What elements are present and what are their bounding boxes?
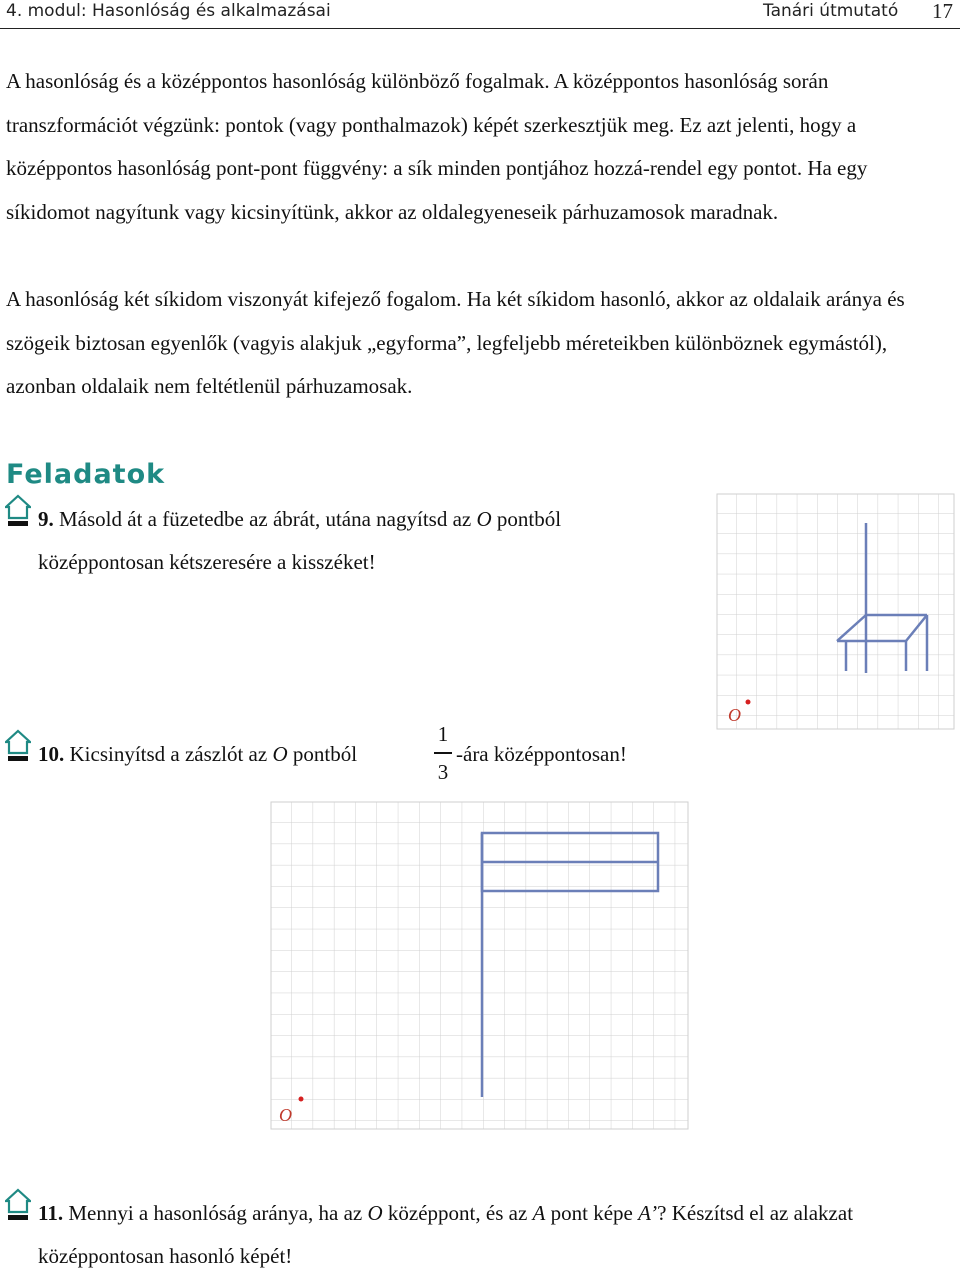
fraction-bar (434, 752, 452, 754)
fraction-numerator: 1 (437, 722, 449, 746)
guide-label: Tanári útmutató (763, 1, 899, 21)
point-label: O (272, 742, 288, 766)
house-icon (5, 1188, 31, 1222)
task-text: pontból (292, 742, 358, 766)
task-text: -ára középpontosan! (456, 742, 627, 766)
center-point (299, 1097, 304, 1102)
task-number: 9 (38, 507, 49, 531)
point-label: O (367, 1201, 383, 1225)
task-11: 11. Mennyi a hasonlóság aránya, ha az O középpont, és az A pont képe A’? Készítsd el az alakzat középpontosan hasonló képét! (38, 1201, 854, 1268)
center-label: O (279, 1105, 292, 1125)
task-number: 11 (38, 1201, 58, 1225)
intro-paragraph-1: A hasonlóság és a középpontos hasonlóság különböző fogalmak. A középpontos hasonlóság során transzformációt végzünk: pontok (vagy ponthalmazok) képét szerkesztjük meg. Ez azt jelenti, hogy a középpontos hasonlóság pont-pont függvény: a sík minden pontjához hozzá-rendel egy pontot. Ha egy síkidomot nagyítunk vagy kicsinyítünk, akkor az oldalegyeneseik párhuzamosok maradnak. (6, 69, 868, 224)
page-header (0, 0, 960, 29)
page-number: 17 (932, 0, 953, 23)
point-label: A’ (638, 1201, 658, 1225)
module-title: 4. modul: Hasonlóság és alkalmazásai (6, 1, 331, 21)
house-icon (5, 729, 31, 763)
task-10: 10. Kicsinyítsd a zászlót az O pontból (38, 742, 358, 766)
task-text: középpont, és az (387, 1201, 528, 1225)
chair-figure (716, 493, 956, 731)
point-label: O (476, 507, 492, 531)
task-text: pont képe (550, 1201, 633, 1225)
flag-figure (270, 801, 690, 1131)
point-label: A (532, 1201, 546, 1225)
house-icon (5, 494, 31, 528)
center-point (746, 700, 751, 705)
intro-paragraph-2: A hasonlóság két síkidom viszonyát kifejező fogalom. Ha két síkidom hasonló, akkor az oldalaik aránya és szögeik biztosan egyenlők (vagyis alakjuk „egyforma”, legfeljebb méreteikben különböznek egymástól), azonban oldalaik nem feltétlenül párhuzamosak. (6, 287, 905, 398)
task-text: Kicsinyítsd a zászlót az (69, 742, 268, 766)
task-text: pontból középpontosan kétszeresére a kisszéket! (38, 507, 562, 574)
task-number: 10 (38, 742, 59, 766)
task-text: ? Készítsd el az alakzat középpontosan hasonló képét! (38, 1201, 854, 1268)
fraction-denominator: 3 (437, 760, 449, 784)
section-title: Feladatok (6, 459, 166, 490)
center-label: O (728, 705, 741, 725)
task-9: 9. Másold át a füzetedbe az ábrát, utána nagyítsd az O pontból középpontosan kétszeresére a kisszéket! (38, 507, 562, 574)
task-text: Mennyi a hasonlóság aránya, ha az (68, 1201, 363, 1225)
task-text: Másold át a füzetedbe az ábrát, utána nagyítsd az (59, 507, 472, 531)
